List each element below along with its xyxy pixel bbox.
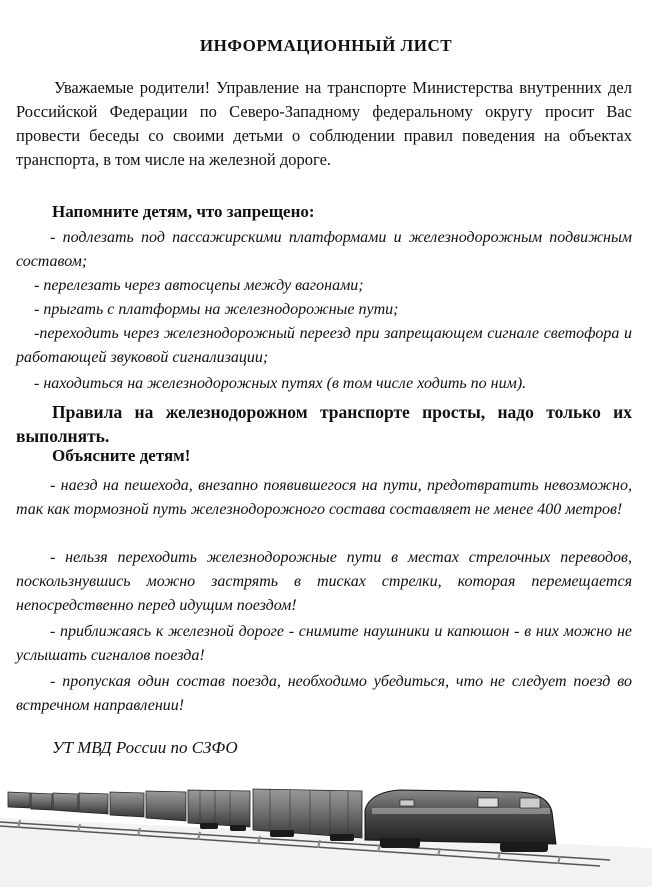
intro-paragraph: Уважаемые родители! Управление на транспорте Министерства внутренних дел Российской Федерации по Северо-Западному федеральному округу просит Вас провести беседы со своими детьми о соблюдении правил поведения на объектах транспорта, в том числе на железной дороге. (16, 78, 632, 169)
explain-item: - приближаясь к железной дороге - снимите наушники и капюшон - в них можно не услышать сигналов поезда! (16, 623, 632, 664)
signature: УТ МВД России по СЗФО (52, 738, 238, 757)
explain-item: - наезд на пешехода, внезапно появившегося на пути, предотвратить невозможно, так как тормозной путь железнодорожного состава составляет не менее 400 метров! (16, 477, 632, 518)
train-illustration (0, 770, 652, 887)
rules-statement: Правила на железнодорожном транспорте просты, надо только их выполнять. (16, 402, 632, 446)
forbidden-item: - перелезать через автосцепы между вагонами; (34, 277, 364, 294)
forbidden-item: - подлезать под пассажирскими платформами и железнодорожным подвижным составом; (16, 229, 632, 270)
forbidden-item: -переходить через железнодорожный переезд при запрещающем сигнале светофора и работающей звуковой сигнализации; (16, 325, 632, 366)
forbidden-heading: Напомните детям, что запрещено: (52, 202, 315, 221)
page-title: ИНФОРМАЦИОННЫЙ ЛИСТ (199, 36, 453, 55)
explain-item: - пропуская один состав поезда, необходимо убедиться, что не следует поезд во встречном направлении! (16, 673, 632, 714)
explain-heading: Объясните детям! (52, 446, 191, 465)
explain-item: - нельзя переходить железнодорожные пути в местах стрелочных переводов, поскользнувшись можно застрять в тисках стрелки, которая перемещается непосредственно перед идущим поездом! (16, 549, 632, 614)
forbidden-item: - прыгать с платформы на железнодорожные пути; (34, 301, 399, 318)
forbidden-item: - находиться на железнодорожных путях (в том числе ходить по ним). (34, 375, 527, 392)
